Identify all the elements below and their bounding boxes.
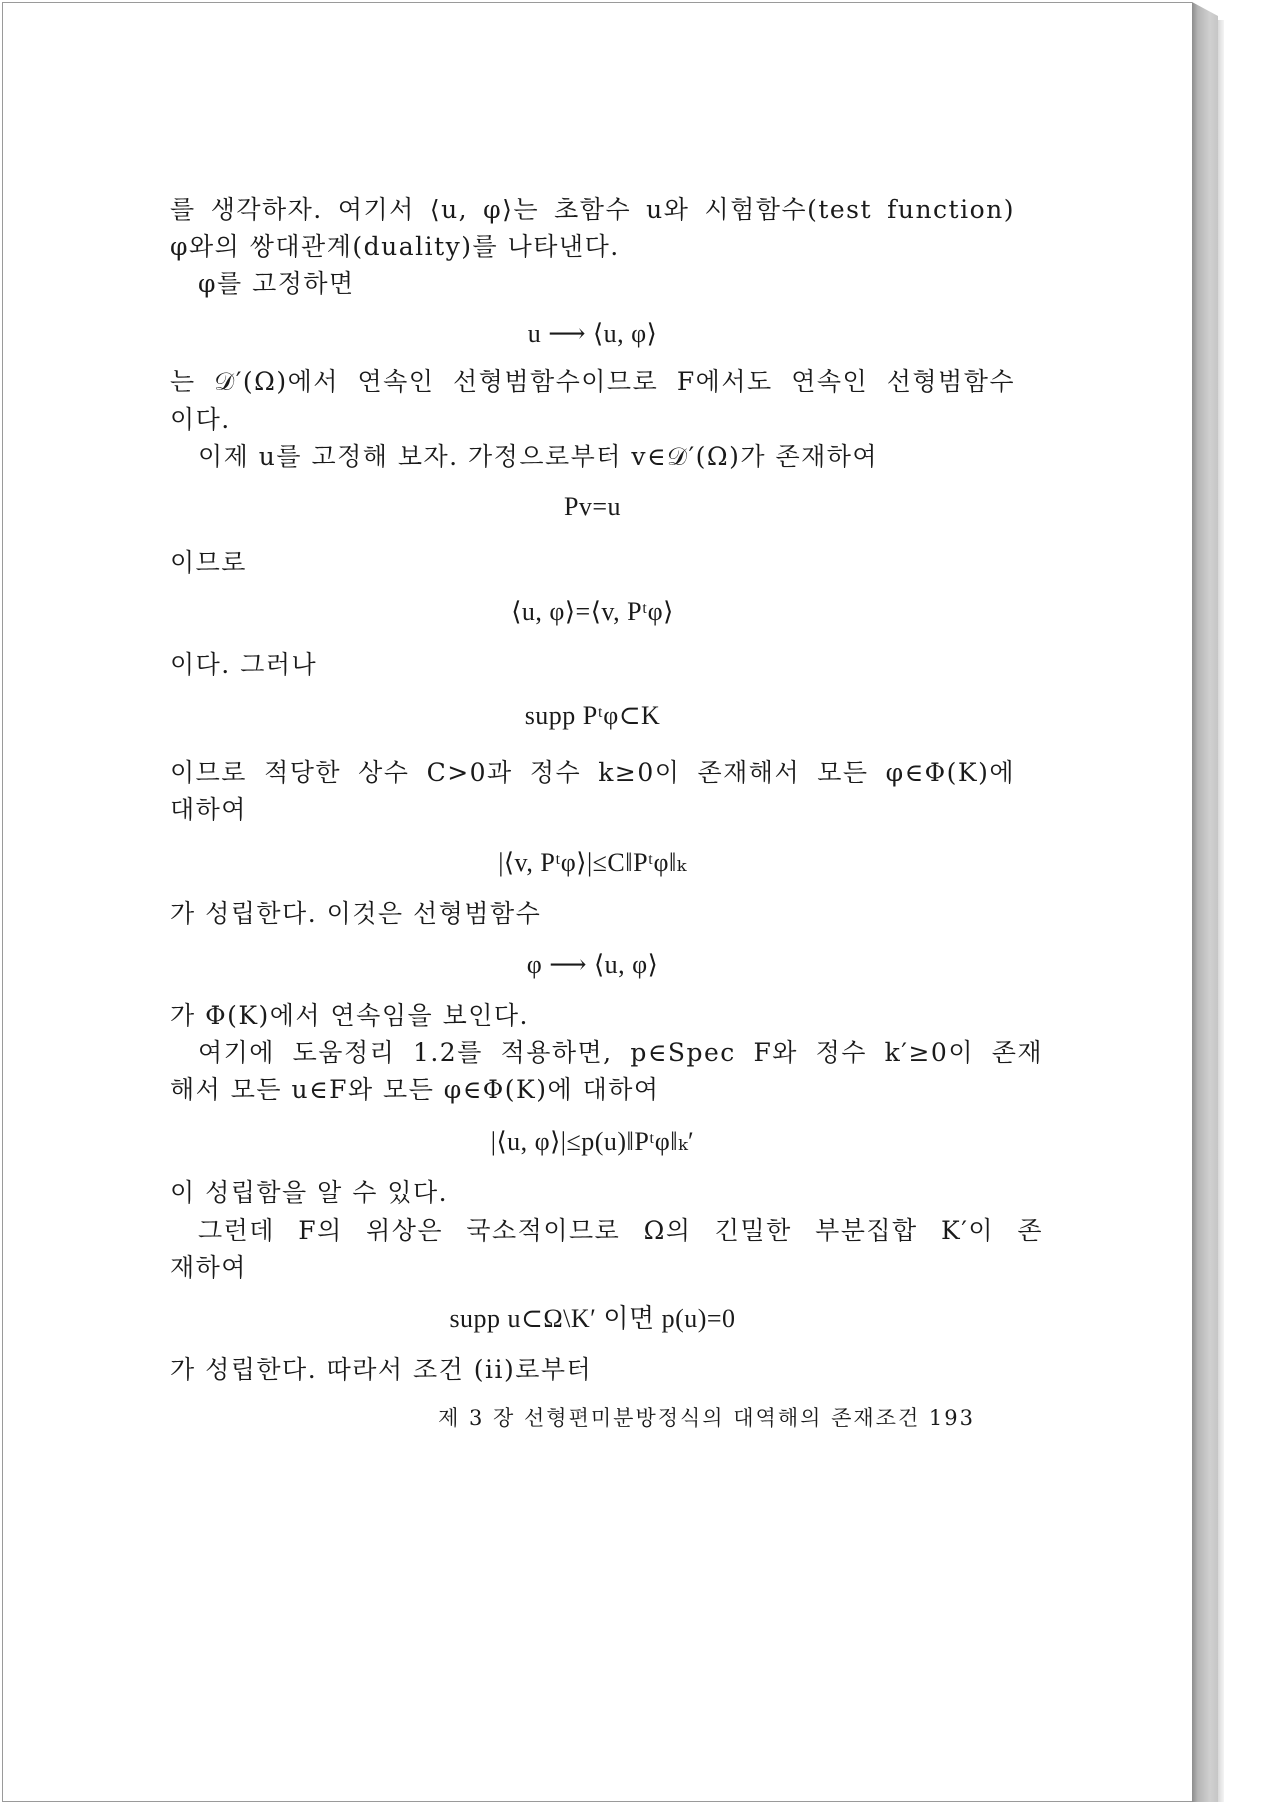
text-line: 이제 u를 고정해 보자. 가정으로부터 v∈𝒟′(Ω)가 존재하여 — [198, 442, 879, 471]
text-line: 이므로 적당한 상수 C>0과 정수 k≥0이 존재해서 모든 φ∈Φ(K)에 — [170, 758, 1015, 787]
equation: ⟨u, φ⟩=⟨v, Pᵗφ⟩ — [511, 597, 674, 626]
equation: φ ⟶ ⟨u, φ⟩ — [526, 950, 659, 979]
page-edge — [1192, 2, 1218, 1802]
equation: Pv=u — [563, 492, 622, 521]
equation: |⟨v, Pᵗφ⟩|≤C‖Pᵗφ‖ₖ — [498, 848, 687, 877]
text-line: 가 성립한다. 따라서 조건 (ii)로부터 — [170, 1355, 593, 1384]
text-line: 이 성립함을 알 수 있다. — [170, 1178, 449, 1207]
text-line: 재하여 — [170, 1253, 247, 1282]
text-line: 이다. 그러나 — [170, 650, 318, 679]
equation: supp u⊂Ω\K′ 이면 p(u)=0 — [449, 1304, 736, 1333]
text-line: 해서 모든 u∈F와 모든 φ∈Φ(K)에 대하여 — [170, 1075, 660, 1104]
text-line: 여기에 도움정리 1.2를 적용하면, p∈Spec F와 정수 k′≥0이 존재 — [198, 1038, 1043, 1067]
text-line: 가 Φ(K)에서 연속임을 보인다. — [170, 1001, 529, 1030]
text-line: 대하여 — [170, 795, 247, 824]
equation: |⟨u, φ⟩|≤p(u)‖Pᵗφ‖ₖ′ — [490, 1127, 695, 1156]
text-line: 가 성립한다. 이것은 선형범함수 — [170, 899, 542, 928]
equation: u ⟶ ⟨u, φ⟩ — [527, 319, 658, 348]
text-line: 는 𝒟′(Ω)에서 연속인 선형범함수이므로 F에서도 연속인 선형범함수 — [170, 367, 1015, 396]
page-footer: 제 3 장 선형편미분방정식의 대역해의 존재조건 193 — [438, 1406, 975, 1430]
text-line: φ를 고정하면 — [198, 269, 355, 298]
text-line: φ와의 쌍대관계(duality)를 나타낸다. — [170, 232, 620, 261]
page-sheet — [2, 2, 1192, 1802]
equation: supp Pᵗφ⊂K — [524, 701, 661, 730]
text-line: 그런데 F의 위상은 국소적이므로 Ω의 긴밀한 부분집합 K′이 존 — [198, 1216, 1043, 1245]
text-line: 이므로 — [170, 548, 247, 577]
page-edge-shadow — [1218, 20, 1224, 1802]
text-line: 를 생각하자. 여기서 ⟨u, φ⟩는 초함수 u와 시험함수(test function) — [170, 195, 1015, 224]
text-line: 이다. — [170, 405, 231, 434]
